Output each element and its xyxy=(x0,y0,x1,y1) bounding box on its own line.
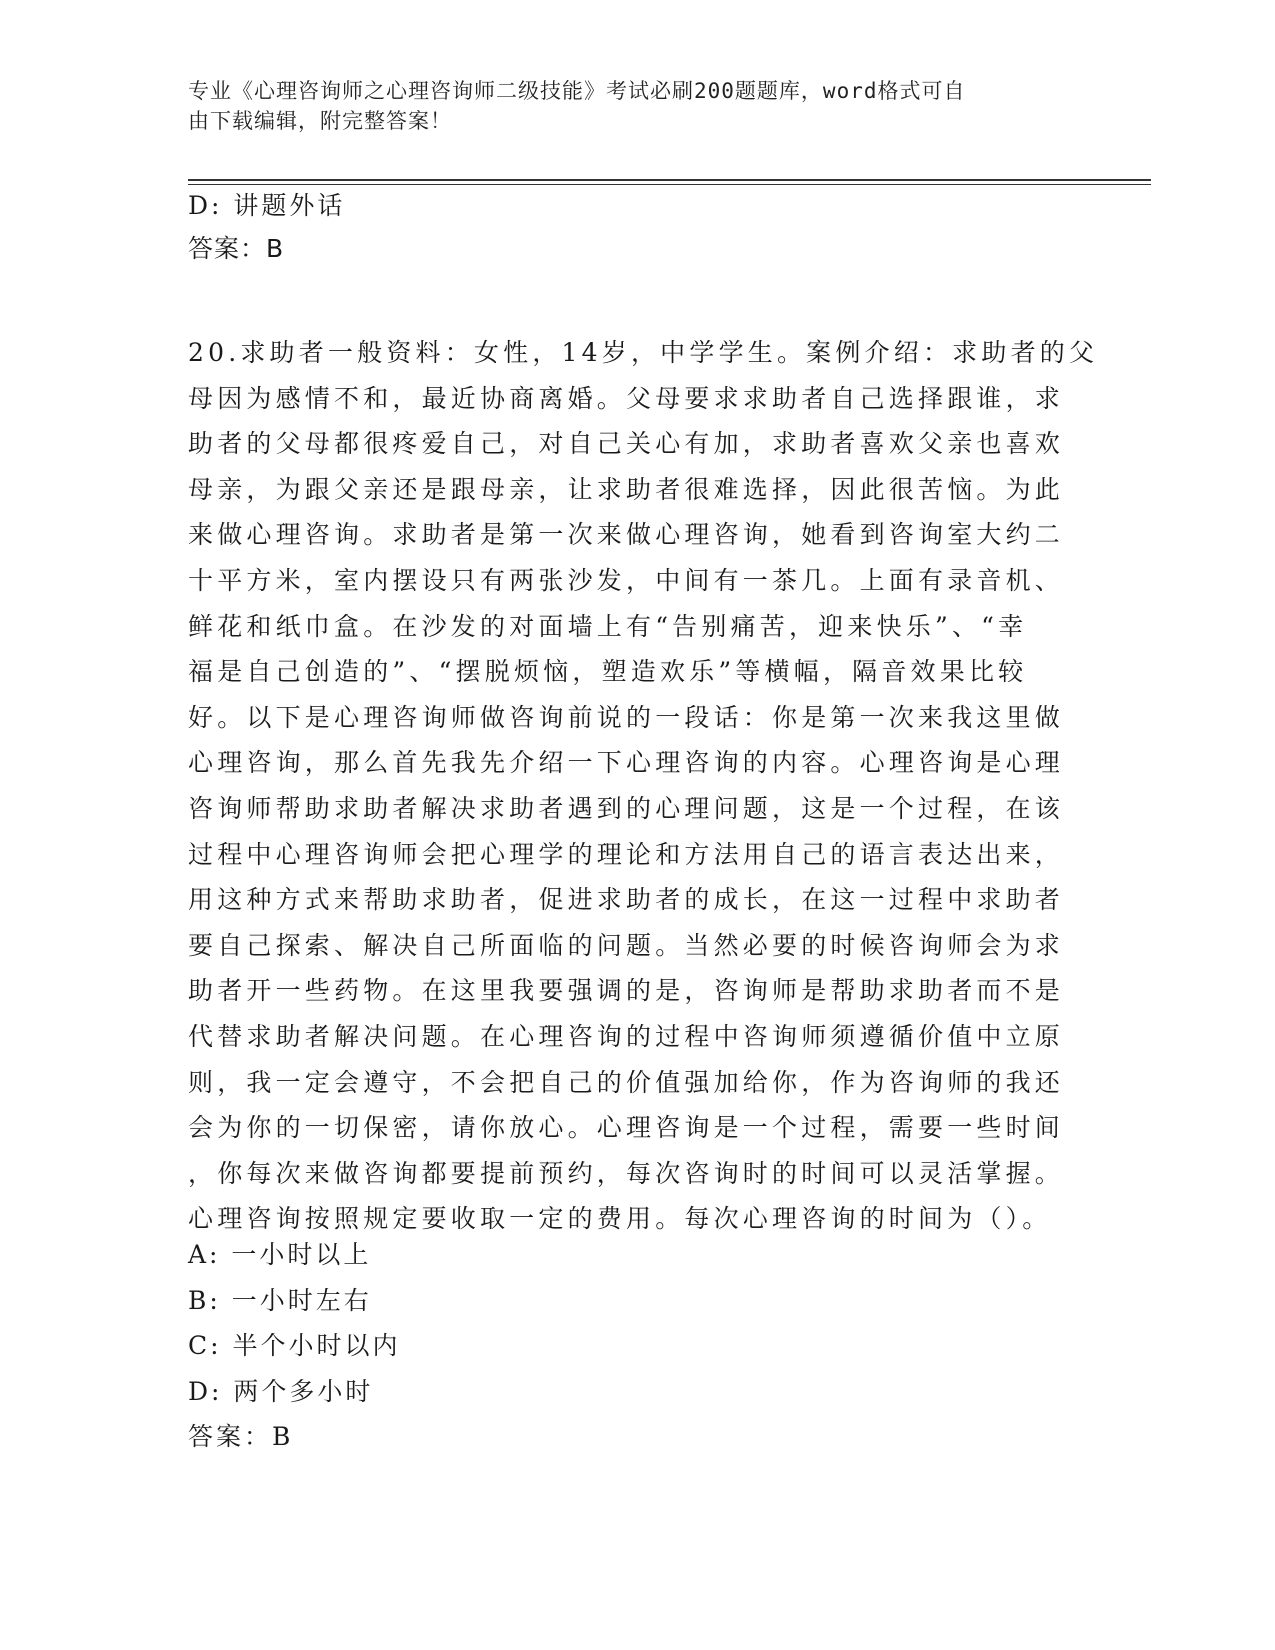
question-line: 福是自己创造的”、“摆脱烦恼，塑造欢乐”等横幅，隔音效果比较 xyxy=(188,657,1028,687)
header-line-2: 由下载编辑，附完整答案！ xyxy=(188,109,452,133)
header-rule-thick xyxy=(188,179,1151,181)
prev-answer: 答案：B xyxy=(188,234,285,263)
question-line: 母亲，为跟父亲还是跟母亲，让求助者很难选择，因此很苦恼。为此 xyxy=(188,474,1065,504)
question-line: 要自己探索、解决自己所面临的问题。当然必要的时候咨询师会为求 xyxy=(188,930,1065,960)
question-line: 母因为感情不和，最近协商离婚。父母要求求助者自己选择跟谁，求 xyxy=(188,383,1065,413)
question-line: 代替求助者解决问题。在心理咨询的过程中咨询师须遵循价值中立原 xyxy=(188,1021,1065,1051)
page-header xyxy=(188,76,1068,136)
prev-option-d: D: 讲题外话 xyxy=(188,191,346,220)
header-line-1: 专业《心理咨询师之心理咨询师二级技能》考试必刷200题题库，word格式可自 xyxy=(188,79,966,103)
question-line: 则，我一定会遵守，不会把自己的价值强加给你，作为咨询师的我还 xyxy=(188,1067,1065,1097)
option-a: A: 一小时以上 xyxy=(188,1240,372,1269)
question-line: 助者的父母都很疼爱自己，对自己关心有加，求助者喜欢父亲也喜欢 xyxy=(188,429,1065,459)
question-20-stem xyxy=(188,330,1099,1242)
question-line: 好。以下是心理咨询师做咨询前说的一段话：你是第一次来我这里做 xyxy=(188,702,1065,732)
question-line: 心理咨询，那么首先我先介绍一下心理咨询的内容。心理咨询是心理 xyxy=(188,748,1065,778)
question-line: 过程中心理咨询师会把心理学的理论和方法用自己的语言表达出来， xyxy=(188,839,1065,869)
question-20-options xyxy=(188,1232,401,1460)
question-line: 鲜花和纸巾盒。在沙发的对面墙上有“告别痛苦，迎来快乐”、“幸 xyxy=(188,611,1028,641)
option-c: C: 半个小时以内 xyxy=(188,1331,401,1360)
header-rule-thin xyxy=(188,184,1151,185)
option-b: B: 一小时左右 xyxy=(188,1285,372,1315)
question-line: 助者开一些药物。在这里我要强调的是，咨询师是帮助求助者而不是 xyxy=(188,976,1065,1006)
question-20-answer: 答案：B xyxy=(188,1422,294,1451)
question-line: ，你每次来做咨询都要提前预约，每次咨询时的时间可以灵活掌握。 xyxy=(188,1158,1065,1188)
question-line: 十平方米，室内摆设只有两张沙发，中间有一茶几。上面有录音机、 xyxy=(188,565,1065,595)
question-line: 心理咨询按照规定要收取一定的费用。每次心理咨询的时间为（）。 xyxy=(188,1204,1052,1234)
option-d: D: 两个多小时 xyxy=(188,1376,374,1406)
question-line: 20.求助者一般资料：女性，14岁，中学学生。案例介绍：求助者的父 xyxy=(188,338,1099,367)
question-line: 会为你的一切保密，请你放心。心理咨询是一个过程，需要一些时间 xyxy=(188,1113,1065,1143)
question-line: 用这种方式来帮助求助者，促进求助者的成长，在这一过程中求助者 xyxy=(188,885,1065,915)
question-line: 来做心理咨询。求助者是第一次来做心理咨询，她看到咨询室大约二 xyxy=(188,520,1065,550)
question-line: 咨询师帮助求助者解决求助者遇到的心理问题，这是一个过程，在该 xyxy=(188,793,1065,823)
